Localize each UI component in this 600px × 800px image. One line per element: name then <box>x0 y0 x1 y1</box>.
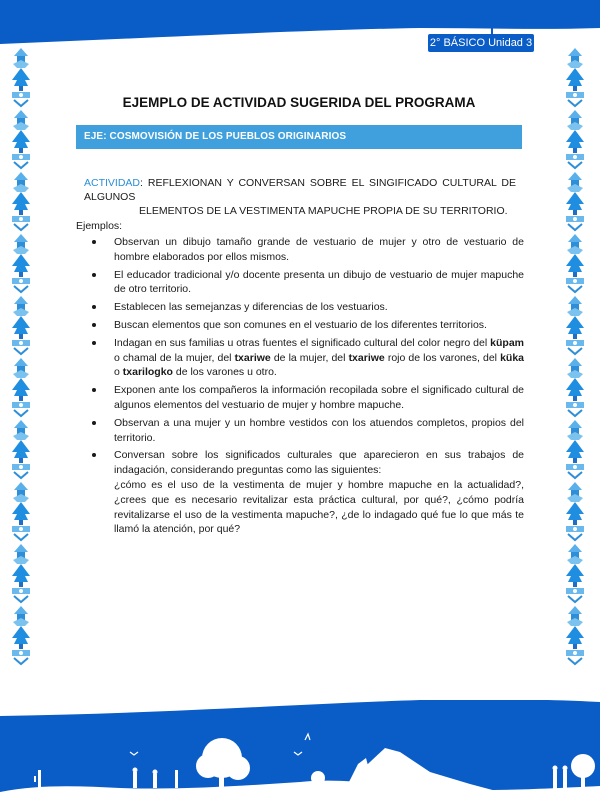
term-txarilogko: txarilogko <box>122 366 173 379</box>
text-segment: o <box>114 366 123 379</box>
list-item-text: Buscan elementos que son comunes en el vestuario de los diferentes territorios. <box>114 318 487 331</box>
left-textile-border-icon <box>8 46 34 666</box>
activity-line-1: : REFLEXIONAN Y CONVERSAN SOBRE EL SINGIFICADO CULTURAL DE ALGUNOS <box>84 177 516 203</box>
list-item <box>76 318 524 333</box>
bullet-icon <box>92 453 96 457</box>
examples-label: Ejemplos: <box>76 220 123 232</box>
activity-label: ACTIVIDAD <box>84 177 141 189</box>
term-txariwe: txariwe <box>348 351 385 364</box>
text-segment: Indagan en sus familias u otras fuentes el significado cultural del color negro del <box>114 336 491 349</box>
bullet-icon <box>92 341 96 345</box>
discussion-questions: ¿cómo es el uso de la vestimenta de mujer y hombre mapuche en la actualidad?, ¿crees que es necesario revitalizar esta práctica cultural, por qué?, ¿cómo podría revitalizarse el uso de la vestimenta mapuche?, ¿de lo indagado qué fue lo que más te llamó la atención, por qué? <box>114 478 524 536</box>
list-item <box>76 383 524 413</box>
term-kuka: küka <box>500 351 524 364</box>
activity-statement <box>84 176 516 218</box>
list-item <box>76 448 524 537</box>
bullet-icon <box>92 388 96 392</box>
page-title: EJEMPLO DE ACTIVIDAD SUGERIDA DEL PROGRAMA <box>122 95 476 110</box>
text-segment: o chamal de la mujer, del <box>114 351 235 364</box>
list-item <box>76 268 524 298</box>
list-item <box>76 416 524 446</box>
examples-list <box>76 235 524 540</box>
right-textile-border-icon <box>562 46 588 666</box>
grade-unit-badge: 2° BÁSICO Unidad 3 <box>428 34 534 52</box>
term-txariwe: txariwe <box>234 351 271 364</box>
bullet-icon <box>92 273 96 277</box>
list-item-text: Observan un dibujo tamaño grande de vestuario de mujer y otro de vestuario de hombre elaborados por ellos mismos. <box>114 236 524 263</box>
list-item-text: Exponen ante los compañeros la información recopilada sobre el significado cultural de algunos elementos del vestuario de mujer y hombre mapuche. <box>114 384 524 411</box>
text-segment: rojo de los varones, del <box>384 351 501 364</box>
footer-landscape-illustration <box>0 700 600 800</box>
text-segment: de los varones u otro. <box>172 366 277 379</box>
term-kupam: küpam <box>490 336 524 349</box>
list-item-text: El educador tradicional y/o docente presenta un dibujo de vestuario de mujer mapuche de otro territorio. <box>114 268 524 296</box>
text-segment: de la mujer, del <box>270 351 349 364</box>
eje-section-header: EJE: COSMOVISIÓN DE LOS PUEBLOS ORIGINARIOS <box>76 125 522 149</box>
bullet-icon <box>92 421 96 425</box>
list-item <box>76 235 524 265</box>
bullet-icon <box>92 305 96 309</box>
bullet-icon <box>92 240 96 244</box>
activity-line-2: ELEMENTOS DE LA VESTIMENTA MAPUCHE PROPIA DE SU TERRITORIO. <box>139 205 508 217</box>
bullet-icon <box>92 323 96 327</box>
list-item <box>76 336 524 380</box>
list-item <box>76 300 524 315</box>
list-item-text: Conversan sobre los significados culturales que aparecieron en sus trabajos de indagación, considerando preguntas como las siguientes: <box>114 449 524 477</box>
list-item-text <box>114 337 524 379</box>
list-item-text: Establecen las semejanzas y diferencias de los vestuarios. <box>114 301 388 314</box>
badge-connector <box>491 22 493 34</box>
list-item-text: Observan a una mujer y un hombre vestidos con los atuendos completos, propios del territorio. <box>114 416 524 444</box>
